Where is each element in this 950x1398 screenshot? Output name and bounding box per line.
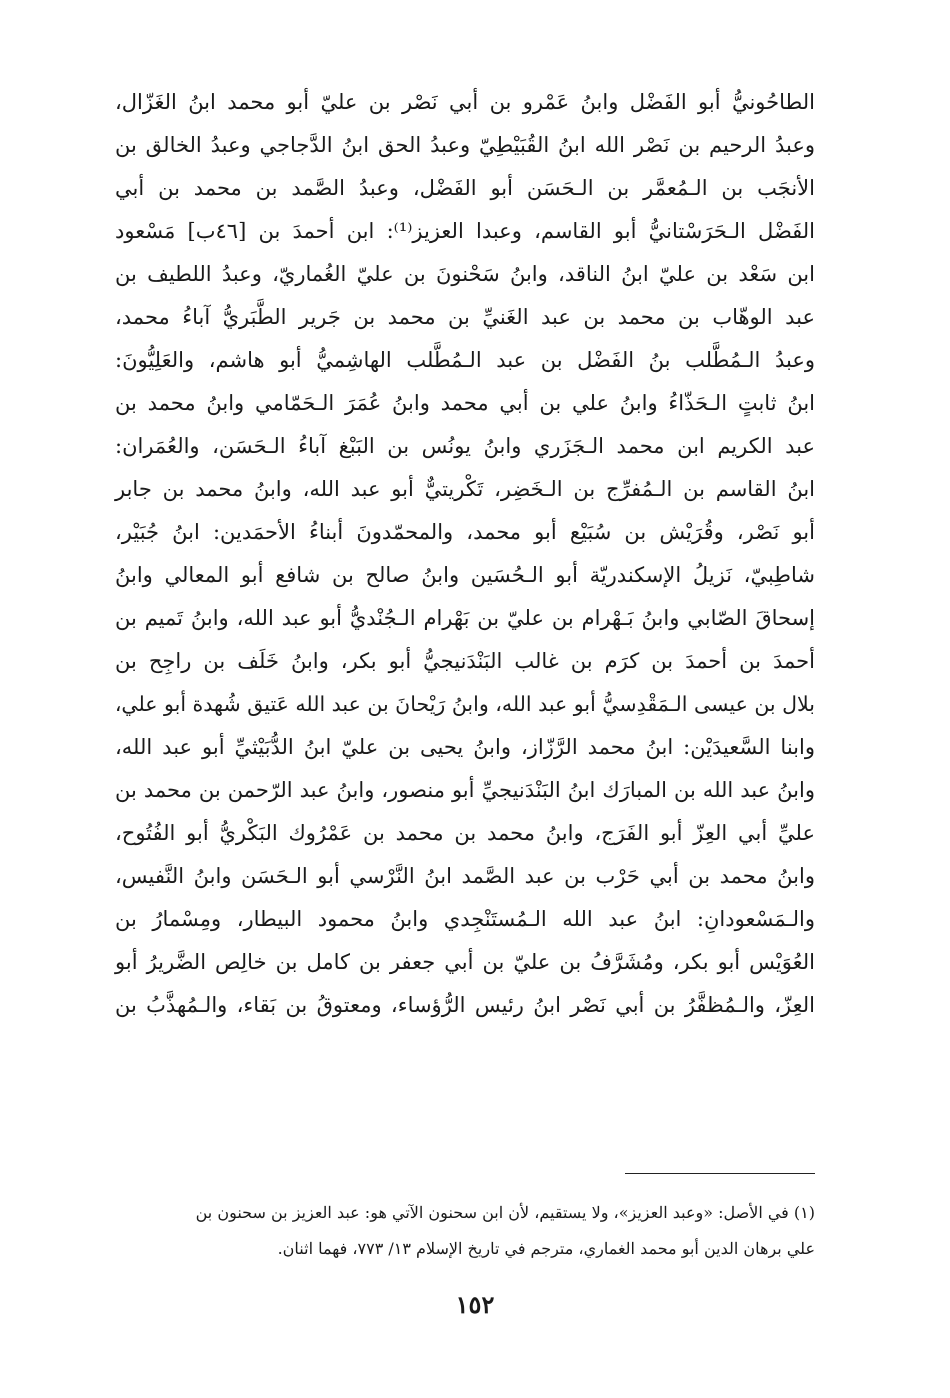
text-line: عبد الكريم ابن محمد الـجَزَري وابنُ يونُس بن البَبْغ آباءُ الـحَسَن، والعُمَران: — [115, 434, 815, 458]
text-line: الطاحُونيُّ أبو الفَضْل وابنُ عَمْرو بن أبي نَصْر بن عليّ أبو محمد ابنُ الغَزّال، — [115, 90, 815, 114]
text-line: عبد الوهّاب بن محمد بن عبد الغَنيِّ بن محمد بن جَرير الطَّبَريُّ آباءُ محمد، — [115, 305, 815, 329]
footnote-line: (١) في الأصل: «وعبد العزيز»، ولا يستقيم، لأن ابن سحنون الآتي هو: عبد العزيز بن سحنون بن — [195, 1203, 815, 1222]
text-line: العِزّ، والـمُظفَّرُ بن أبي نَصْر ابنُ رئيس الرُّؤساء، ومعتوقُ بن بَقاء، والـمُهذَّبُ بن — [115, 993, 815, 1017]
text-line: الفَضْل الـحَرَسْتانيُّ أبو القاسم، وعبدا العزيز⁽¹⁾: ابن أحمدَ بن [٤٦ب] مَسْعود — [115, 219, 816, 243]
text-line: بلال بن عيسى الـمَقْدِسيُّ أبو عبد الله، وابنُ رَيْحانَ بن عبد الله عَتيق شُهدة أبو علي، — [114, 692, 815, 716]
text-line: وابنُ عبد الله بن المبارَك ابنُ البَنْدَنيجيِّ أبو منصور، وابنُ عبد الرّحمن بن محمد بن — [115, 778, 815, 802]
footnote-divider — [625, 1173, 815, 1174]
text-line: وابنا السَّعيدَيْن: ابنُ محمد الرَّزّاز، وابنُ يحيى بن عليّ ابنُ الدُّبَيْثيِّ أبو عبد الله، — [115, 735, 815, 759]
text-line: إسحاقَ الصّابي وابنُ بَـهْرام بن عليّ بن بَهْرام الـجُنْديُّ أبو عبد الله، وابنُ تَميم بن — [115, 606, 815, 630]
text-line: أحمدَ بن أحمدَ بن كرَم بن غالب البَنْدَنيجيُّ أبو بكر، وابنُ خَلَف بن راجِح بن — [115, 649, 815, 673]
text-line: ابنُ ثابتٍ الـحَذّاءُ وابنُ علي بن أبي محمد وابنُ عُمَرَ الـحَمّامي وابنُ محمد بن — [115, 391, 815, 415]
text-line: ابنُ القاسم بن الـمُفرِّج بن الـخَضِر، تَكْريتيٌّ أبو عبد الله، وابنُ محمد بن جابر — [115, 477, 815, 501]
text-line: ابن سَعْد بن عليّ ابنُ الناقد، وابنُ سَحْنونَ بن عليّ الغُماريّ، وعبدُ اللطيف بن — [115, 262, 815, 286]
footnote-line: علي برهان الدين أبو محمد الغماري، مترجم في تاريخ الإسلام ١٣/ ٧٧٣، فهما اثنان. — [277, 1239, 815, 1258]
text-line: الأنجَب بن الـمُعمَّر بن الـحَسَن أبو الفَضْل، وعبدُ الصَّمد بن محمد بن أبي — [115, 176, 815, 200]
text-line: وعبدُ الـمُطَّلب بنُ الفَضْل بن عبد الـمُطَّلب الهاشِميُّ أبو هاشم، والعَلِيُّونَ: — [115, 348, 815, 372]
text-line: شاطِبيّ، نَزيلُ الإسكندريّة أبو الـحُسَين وابنُ صالح بن شافع أبو المعالي وابنُ — [115, 563, 815, 587]
page-number: ١٥٢ — [455, 1290, 495, 1319]
text-line: والـمَسْعودانِ: ابنُ عبد الله الـمُستَنْجِدي وابنُ محمود البيطار، ومِسْمارُ بن — [115, 907, 815, 931]
text-line: العُوَيْس أبو بكر، ومُشَرَّفُ بن عليّ بن أبي جعفر بن كامل بن خالِص الضَّريرُ أبو — [115, 950, 815, 974]
text-line: عليِّ أبي العِزّ أبو الفَرَج، وابنُ محمد بن محمد بن عَمْرُوك البَكْريُّ أبو الفُتُوح، — [115, 821, 815, 845]
text-line: أبو نَصْر، وقُرَيْش بن سُبَيْع أبو محمد، والمحمّدونَ أبناءُ الأحمَدين: ابنُ جُبَيْر، — [115, 520, 815, 544]
text-line: وابنُ محمد بن أبي حَرْب بن عبد الصَّمد ابنُ النَّرْسي أبو الـحَسَن وابنُ النَّفيس، — [115, 864, 815, 888]
text-line: وعبدُ الرحيم بن نَصْر الله ابنُ القُبَيْطِيّ وعبدُ الحق ابنُ الدَّجاجي وعبدُ الخالق بن — [115, 133, 815, 157]
